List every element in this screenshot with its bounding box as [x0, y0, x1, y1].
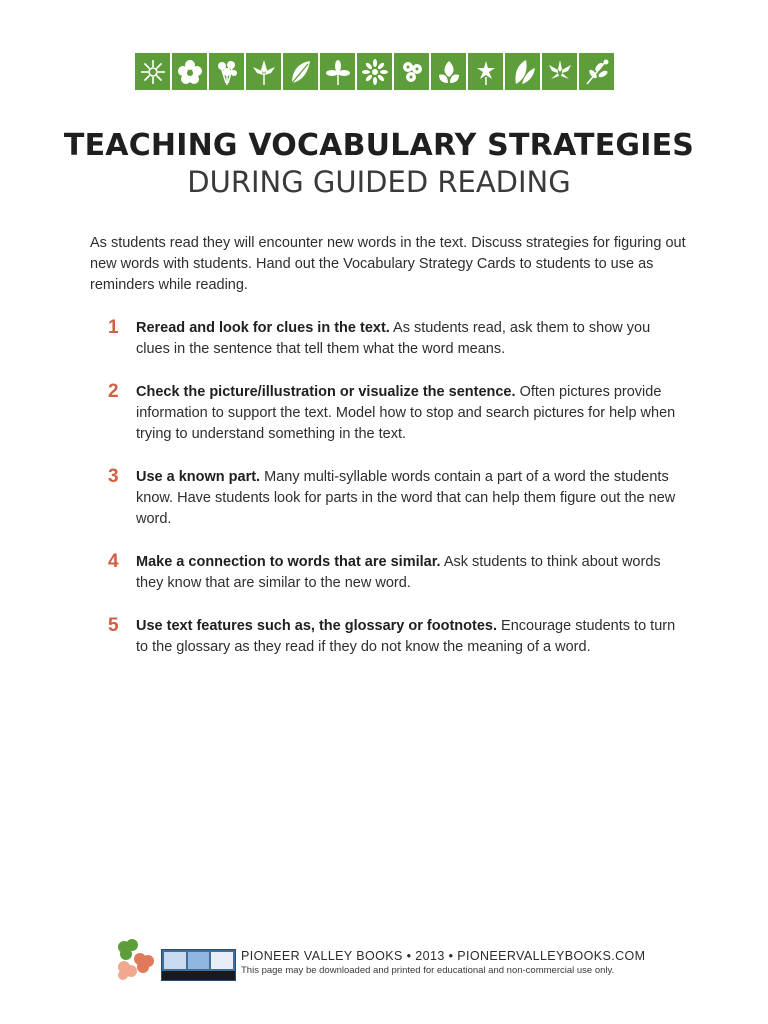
strategy-item	[108, 382, 688, 445]
daisy-icon	[357, 53, 392, 90]
page-title: TEACHING VOCABULARY STRATEGIES	[63, 128, 695, 163]
strategy-lead: Make a connection to words that are similar.	[136, 554, 441, 570]
strategy-text	[136, 467, 688, 530]
strategy-lead: Check the picture/illustration or visualize the sentence.	[136, 384, 516, 400]
strategy-item	[108, 318, 688, 360]
strategy-text	[136, 552, 688, 594]
strategy-detail: Often pictures provide information to support the text. Model how to stop and search pictures for help when trying to understand something in the text.	[136, 384, 676, 442]
strategy-item	[108, 552, 688, 594]
strategy-detail: As students read, ask them to show you clues in the sentence that tell them what the word means.	[136, 320, 651, 357]
abc-blocks-logo-icon	[161, 949, 236, 981]
leaves-icon	[505, 53, 540, 90]
footer-usage-note: This page may be downloaded and printed for educational and non-commercial use only.	[241, 965, 615, 976]
strategy-item	[108, 467, 688, 530]
strategy-detail: Ask students to think about words they know that are similar to the new word.	[136, 554, 661, 591]
footer	[112, 937, 645, 981]
intro-paragraph: As students read they will encounter new words in the text. Discuss strategies for figuring out new words with students. Hand out the Vocabulary Strategy Cards to students to use as reminders while reading.	[90, 235, 686, 293]
strategy-item	[108, 616, 688, 658]
footer-text	[241, 949, 645, 977]
strategy-text	[136, 616, 688, 658]
strategy-detail: Many multi-syllable words contain a part of a word the students know. Have students look for parts in the word that can help them figure out the new word.	[136, 469, 676, 527]
strategy-detail: Encourage students to turn to the glossary as they read if they do not know the meaning of a word.	[136, 618, 676, 655]
leaves-icon	[283, 53, 318, 90]
lily-icon	[246, 53, 281, 90]
flower-banner	[135, 53, 614, 90]
footer-publisher: PIONEER VALLEY BOOKS • 2013 • PIONEERVALLEYBOOKS.COM	[241, 949, 646, 963]
bouquet-icon	[209, 53, 244, 90]
lily-icon	[542, 53, 577, 90]
strategy-number: 2	[108, 381, 119, 402]
strategy-lead: Reread and look for clues in the text.	[136, 320, 390, 336]
leaves-icon	[431, 53, 466, 90]
flower-icon	[320, 53, 355, 90]
strategy-lead: Use text features such as, the glossary or footnotes.	[136, 618, 497, 634]
strategy-number: 1	[108, 317, 119, 338]
strategy-text	[136, 318, 688, 360]
flower-icon	[172, 53, 207, 90]
strategy-text	[136, 382, 688, 445]
bouquet-icon	[394, 53, 429, 90]
daisy-icon	[135, 53, 170, 90]
flower-icon	[468, 53, 503, 90]
strategy-number: 5	[108, 615, 119, 636]
page-subtitle: DURING GUIDED READING	[187, 165, 571, 199]
strategy-number: 4	[108, 551, 119, 572]
strategy-lead: Use a known part.	[136, 469, 261, 485]
branch-icon	[579, 53, 614, 90]
strategy-number: 3	[108, 466, 119, 487]
strategy-list	[108, 318, 688, 680]
clover-logo-icon	[112, 937, 158, 981]
